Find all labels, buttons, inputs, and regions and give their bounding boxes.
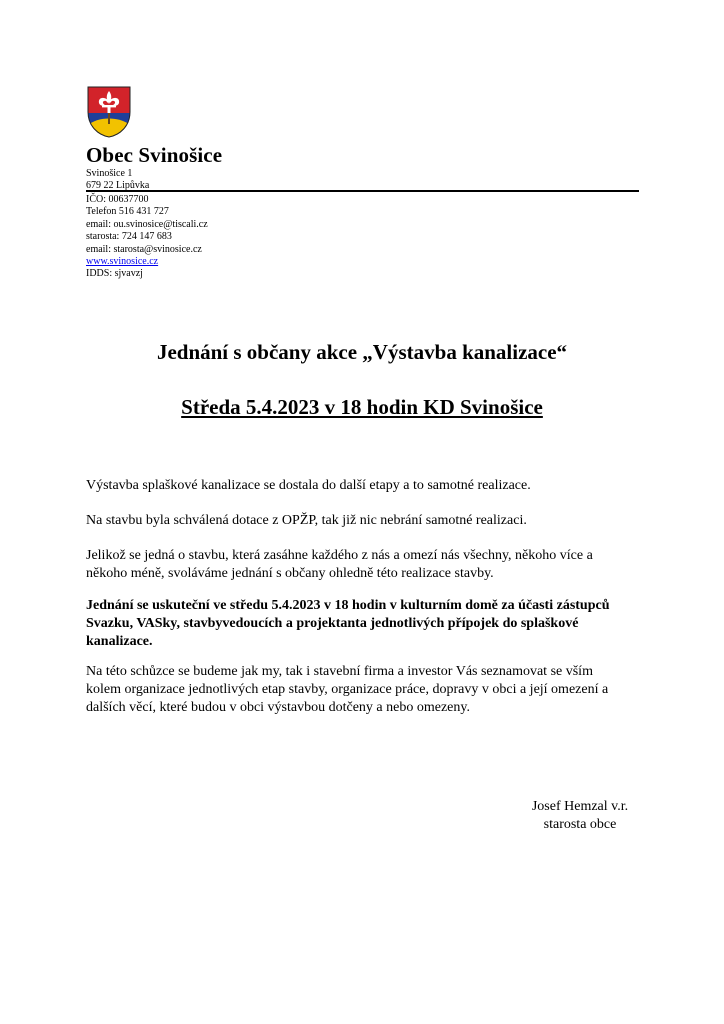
signatory-name: Josef Hemzal v.r.: [531, 799, 629, 814]
idds-text: IDDS: sjvavzj: [86, 268, 143, 280]
paragraph-line: Výstavba splaškové kanalizace se dostala do další etapy a to samotné realizace.: [86, 478, 531, 493]
paragraph-line: Svazku, VASky, stavbyvedoucích a projektanta jednotlivých přípojek do splaškové: [86, 616, 579, 631]
website-link[interactable]: www.svinosice.cz: [86, 256, 159, 268]
signature-block: [500, 798, 660, 834]
paragraph-line: Jednání se uskuteční ve středu 5.4.2023 v 18 hodin v kulturním domě za účasti zástupců: [86, 598, 610, 613]
paragraph-5: [86, 663, 646, 717]
address-line2: 679 22 Lipůvka: [86, 180, 150, 191]
paragraph-line: Na stavbu byla schválená dotace z OPŽP, tak již nic nebrání samotné realizaci.: [86, 513, 527, 528]
paragraph-line: Na této schůzce se budeme jak my, tak i stavební firma a investor Vás seznamovat se vším: [86, 664, 593, 679]
address-line1: Svinošice 1: [86, 168, 133, 179]
paragraph-line: Jelikož se jedná o stavbu, která zasáhne každého z nás a omezí nás všechny, někoho více a: [86, 548, 593, 563]
signatory-title: starosta obce: [543, 817, 617, 832]
paragraph-4-bold: [86, 597, 646, 651]
paragraph-line: někoho méně, svoláváme jednání s občany ohledně této realizace stavby.: [86, 566, 494, 581]
paragraph-line: kanalizace.: [86, 634, 153, 649]
phone-text: Telefon 516 431 727: [86, 206, 169, 218]
org-name: Obec Svinošice: [86, 143, 223, 167]
meeting-date-heading: Středa 5.4.2023 v 18 hodin KD Svinošice: [181, 395, 543, 419]
ico-text: IČO: 00637700: [86, 194, 149, 205]
contact-block: [86, 194, 208, 281]
coat-of-arms-icon: [87, 86, 131, 138]
paragraph-3: [86, 547, 646, 583]
document-title: Jednání s občany akce „Výstavba kanalizace“: [156, 340, 568, 364]
paragraph-line: kolem organizace jednotlivých etap stavby, organizace práce, dopravy v obci a její omezení a: [86, 682, 609, 697]
letterhead-divider: [86, 190, 639, 192]
mayor-phone-text: starosta: 724 147 683: [86, 231, 172, 243]
paragraph-2: [86, 512, 646, 530]
paragraph-line: dalších věcí, které budou v obci výstavbou dotčeny a nebo omezeny.: [86, 700, 470, 715]
paragraph-1: [86, 477, 646, 495]
office-email-text: email: ou.svinosice@tiscali.cz: [86, 218, 208, 230]
mayor-email-text: email: starosta@svinosice.cz: [86, 243, 202, 255]
